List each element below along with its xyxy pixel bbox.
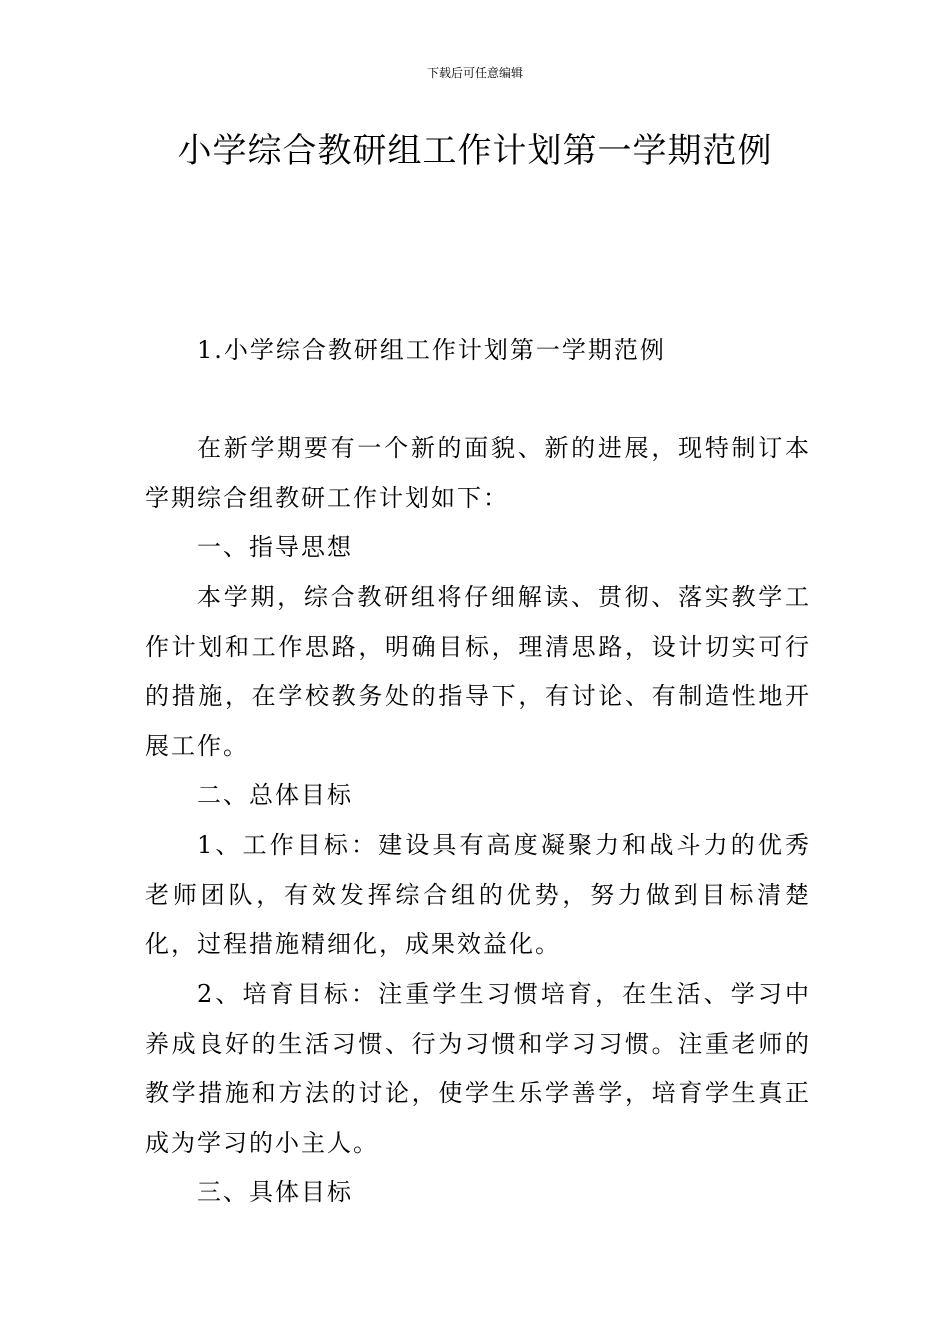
section2-item1: 1、工作目标：建设具有高度凝聚力和战斗力的优秀老师团队，有效发挥综合组的优势，努力做到目标清楚化，过程措施精细化，成果效益化。 — [145, 831, 811, 958]
section1-paragraph: 本学期，综合教研组将仔细解读、贯彻、落实教学工作计划和工作思路，明确目标，理清思路，设计切实可行的措施，在学校教务处的指导下，有讨论、有制造性地开展工作。 — [145, 583, 811, 760]
intro-paragraph: 在新学期要有一个新的面貌、新的进展，现特制订本学期综合组教研工作计划如下： — [145, 434, 811, 512]
subtitle: 1.小学综合教研组工作计划第一学期范例 — [197, 336, 666, 364]
section1-heading: 一、指导思想 — [197, 533, 353, 561]
section2-heading: 二、总体目标 — [197, 781, 353, 809]
document-title: 小学综合教研组工作计划第一学期范例 — [177, 131, 773, 171]
section3-heading: 三、具体目标 — [197, 1178, 353, 1206]
header-note: 下载后可任意编辑 — [426, 66, 523, 80]
section2-item2: 2、培育目标：注重学生习惯培育，在生活、学习中养成良好的生活习惯、行为习惯和学习习惯。注重老师的教学措施和方法的讨论，使学生乐学善学，培育学生真正成为学习的小主人。 — [145, 980, 811, 1157]
